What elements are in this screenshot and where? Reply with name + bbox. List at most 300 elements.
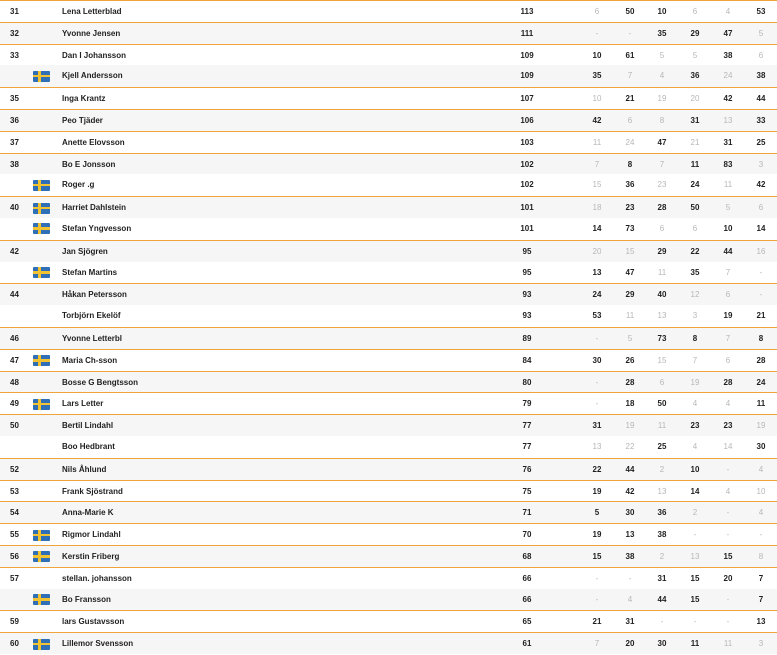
round-score: 15 <box>592 551 602 561</box>
rank-cell: 42 <box>10 246 19 256</box>
round-score: - <box>660 617 664 627</box>
round-score: 29 <box>625 290 635 300</box>
round-score: - <box>726 594 730 604</box>
round-score: 10 <box>592 50 602 60</box>
total-score: 101 <box>520 203 534 213</box>
round-score: 24 <box>592 290 602 300</box>
round-score: 21 <box>592 617 602 627</box>
rank-cell <box>10 262 30 284</box>
round-score: 13 <box>756 617 766 627</box>
round-score: 13 <box>592 267 602 277</box>
round-score: 7 <box>594 639 600 649</box>
round-score: 50 <box>625 7 635 16</box>
round-score: 31 <box>723 137 733 147</box>
total-score: 65 <box>522 617 532 627</box>
player-name[interactable]: Bo E Jonsson <box>62 159 116 169</box>
round-score: 6 <box>659 377 665 387</box>
round-score: 26 <box>625 355 635 365</box>
player-name[interactable]: Harriet Dahlstein <box>62 203 127 213</box>
player-name[interactable]: Nils Åhlund <box>62 464 107 474</box>
table-row[interactable] <box>0 218 777 240</box>
round-score: 18 <box>592 203 602 213</box>
sweden-flag-icon <box>33 399 50 410</box>
round-score: 15 <box>723 551 733 561</box>
round-score: 5 <box>725 203 731 213</box>
sweden-flag-icon <box>33 267 50 278</box>
rank-cell <box>10 436 30 458</box>
table-row[interactable] <box>0 87 777 109</box>
total-score: 71 <box>522 508 532 518</box>
table-row[interactable] <box>0 153 777 175</box>
rank-cell: 40 <box>10 203 19 213</box>
round-score: 25 <box>657 441 667 451</box>
round-score: 47 <box>625 267 635 277</box>
round-score: 7 <box>725 333 731 343</box>
table-row[interactable] <box>0 436 777 458</box>
round-score: 4 <box>758 464 764 474</box>
table-row[interactable] <box>0 523 777 545</box>
round-score: 28 <box>657 203 667 213</box>
rank-cell: 31 <box>10 7 19 16</box>
round-score: - <box>726 530 730 540</box>
total-score: 61 <box>522 639 532 649</box>
round-score: 10 <box>756 486 766 496</box>
table-row[interactable] <box>0 545 777 567</box>
table-row[interactable] <box>0 0 777 22</box>
player-name[interactable]: Dan I Johansson <box>62 50 127 60</box>
sweden-flag-icon <box>33 71 50 82</box>
round-score: - <box>726 508 730 518</box>
round-score: 24 <box>723 71 733 81</box>
round-score: 11 <box>690 159 700 169</box>
rank-cell: 60 <box>10 639 19 649</box>
rank-cell: 37 <box>10 137 19 147</box>
round-score: 35 <box>690 267 700 277</box>
round-score: 7 <box>594 159 600 169</box>
rank-cell: 33 <box>10 50 19 60</box>
round-score: 11 <box>723 639 733 649</box>
round-score: 47 <box>657 137 667 147</box>
round-score: 33 <box>756 115 766 125</box>
table-row[interactable] <box>0 44 777 66</box>
table-row[interactable] <box>0 109 777 131</box>
round-score: 3 <box>692 311 698 321</box>
round-score: 11 <box>756 399 766 409</box>
round-score: 23 <box>690 421 700 431</box>
table-row[interactable] <box>0 349 777 371</box>
round-score: 50 <box>657 399 667 409</box>
round-score: 10 <box>592 94 602 104</box>
round-score: 36 <box>690 71 700 81</box>
total-score: 95 <box>522 267 532 277</box>
rank-cell: 52 <box>10 464 19 474</box>
round-score: 15 <box>625 246 635 256</box>
rank-cell: 32 <box>10 28 19 38</box>
round-score: 14 <box>690 486 700 496</box>
round-score: 73 <box>625 223 635 233</box>
round-score: 24 <box>625 137 635 147</box>
rank-cell: 38 <box>10 159 19 169</box>
round-score: 6 <box>758 50 764 60</box>
round-score: 4 <box>758 508 764 518</box>
round-score: 25 <box>756 137 766 147</box>
rank-cell <box>10 589 30 611</box>
round-score: - <box>595 594 599 604</box>
round-score: 44 <box>756 94 766 104</box>
round-score: 16 <box>756 246 766 256</box>
rank-cell: 55 <box>10 530 19 540</box>
round-score: 6 <box>725 290 731 300</box>
round-score: 18 <box>625 399 635 409</box>
round-score: 6 <box>627 115 633 125</box>
round-score: 24 <box>690 180 700 190</box>
total-score: 107 <box>520 94 534 104</box>
round-score: 8 <box>758 551 764 561</box>
round-score: 5 <box>659 50 665 60</box>
table-row[interactable] <box>0 589 777 611</box>
total-score: 70 <box>522 530 532 540</box>
total-score: 80 <box>522 377 532 387</box>
round-score: 11 <box>657 421 667 431</box>
round-score: 14 <box>592 223 602 233</box>
round-score: 2 <box>692 508 698 518</box>
round-score: - <box>726 464 730 474</box>
round-score: 20 <box>690 94 700 104</box>
sweden-flag-icon <box>33 639 50 650</box>
table-row[interactable] <box>0 131 777 153</box>
round-score: 4 <box>725 486 731 496</box>
total-score: 79 <box>522 399 532 409</box>
round-score: 15 <box>690 573 700 583</box>
table-row[interactable] <box>0 371 777 393</box>
round-score: 8 <box>659 115 665 125</box>
round-score: 36 <box>657 508 667 518</box>
rank-cell: 35 <box>10 94 19 104</box>
round-score: 11 <box>723 180 733 190</box>
round-score: 2 <box>659 551 665 561</box>
player-name[interactable]: lars Gustavsson <box>62 617 125 627</box>
table-row[interactable] <box>0 480 777 502</box>
round-score: 19 <box>592 486 602 496</box>
round-score: 5 <box>692 50 698 60</box>
player-name[interactable]: Bertil Lindahl <box>62 421 114 431</box>
round-score: 23 <box>625 203 635 213</box>
sweden-flag-icon <box>33 180 50 191</box>
round-score: 31 <box>690 115 700 125</box>
player-name[interactable]: stellan. johansson <box>62 573 132 583</box>
round-score: 30 <box>592 355 602 365</box>
player-name[interactable]: Peo Tjäder <box>62 115 103 125</box>
round-score: 53 <box>592 311 602 321</box>
round-score: 28 <box>625 377 635 387</box>
round-score: 36 <box>625 180 635 190</box>
player-name[interactable]: Lillemor Svensson <box>62 639 134 649</box>
player-name[interactable]: Jan Sjögren <box>62 246 108 256</box>
round-score: 35 <box>657 28 667 38</box>
player-name[interactable]: Torbjörn Ekelöf <box>62 311 121 321</box>
table-row[interactable] <box>0 283 777 305</box>
round-score: 29 <box>657 246 667 256</box>
round-score: 3 <box>758 159 764 169</box>
sweden-flag-icon <box>33 594 50 605</box>
player-name[interactable]: Lars Letter <box>62 399 104 409</box>
round-score: 23 <box>657 180 667 190</box>
total-score: 102 <box>520 159 534 169</box>
round-score: 50 <box>690 203 700 213</box>
total-score: 84 <box>522 355 532 365</box>
round-score: - <box>693 530 697 540</box>
player-name[interactable]: Kjell Andersson <box>62 71 123 81</box>
total-score: 103 <box>520 137 534 147</box>
round-score: - <box>595 333 599 343</box>
total-score: 109 <box>520 71 534 81</box>
round-score: 73 <box>657 333 667 343</box>
player-name[interactable]: Rigmor Lindahl <box>62 530 121 540</box>
round-score: 13 <box>690 551 700 561</box>
rank-cell: 53 <box>10 486 19 496</box>
sweden-flag-icon <box>33 530 50 541</box>
round-score: 61 <box>625 50 635 60</box>
player-name[interactable]: Roger .g <box>62 180 95 190</box>
round-score: 38 <box>756 71 766 81</box>
rank-cell <box>10 65 30 87</box>
rank-cell: 56 <box>10 551 19 561</box>
round-score: 53 <box>756 7 766 16</box>
round-score: 4 <box>692 441 698 451</box>
table-row[interactable] <box>0 327 777 349</box>
round-score: 4 <box>725 7 731 16</box>
sweden-flag-icon <box>33 223 50 234</box>
rank-cell: 36 <box>10 115 19 125</box>
round-score: - <box>628 573 632 583</box>
round-score: 42 <box>592 115 602 125</box>
rank-cell <box>10 305 30 327</box>
player-name[interactable]: Maria Ch-sson <box>62 355 118 365</box>
rank-cell: 49 <box>10 399 19 409</box>
round-score: 11 <box>657 267 667 277</box>
total-score: 66 <box>522 573 532 583</box>
round-score: - <box>595 28 599 38</box>
table-row[interactable] <box>0 65 777 87</box>
total-score: 89 <box>522 333 532 343</box>
round-score: 15 <box>592 180 602 190</box>
round-score: - <box>595 573 599 583</box>
round-score: 21 <box>690 137 700 147</box>
table-row[interactable] <box>0 501 777 523</box>
total-score: 93 <box>522 311 532 321</box>
round-score: 7 <box>758 594 764 604</box>
round-score: 14 <box>756 223 766 233</box>
round-score: 11 <box>690 639 700 649</box>
round-score: 6 <box>692 7 698 16</box>
round-score: 6 <box>594 7 600 16</box>
total-score: 111 <box>520 28 534 38</box>
round-score: 30 <box>657 639 667 649</box>
player-name[interactable]: Anette Elovsson <box>62 137 125 147</box>
table-row[interactable] <box>0 305 777 327</box>
round-score: 83 <box>723 159 733 169</box>
round-score: 44 <box>625 464 635 474</box>
player-name[interactable]: Håkan Petersson <box>62 290 127 300</box>
round-score: 19 <box>592 530 602 540</box>
round-score: 14 <box>723 441 733 451</box>
rank-cell: 44 <box>10 290 19 300</box>
player-name[interactable]: Boo Hedbrant <box>62 441 115 451</box>
round-score: 5 <box>758 28 764 38</box>
round-score: - <box>595 399 599 409</box>
round-score: 11 <box>592 137 602 147</box>
round-score: 8 <box>627 159 633 169</box>
player-name[interactable]: Inga Krantz <box>62 94 106 104</box>
table-row[interactable] <box>0 262 777 284</box>
round-score: 13 <box>657 311 667 321</box>
table-row[interactable] <box>0 22 777 44</box>
round-score: 19 <box>625 421 635 431</box>
round-score: 13 <box>592 441 602 451</box>
round-score: 13 <box>723 115 733 125</box>
total-score: 109 <box>520 50 534 60</box>
round-score: 38 <box>657 530 667 540</box>
round-score: 42 <box>723 94 733 104</box>
total-score: 106 <box>520 115 534 125</box>
table-row[interactable] <box>0 458 777 480</box>
round-score: 7 <box>692 355 698 365</box>
round-score: 38 <box>625 551 635 561</box>
round-score: 10 <box>723 223 733 233</box>
sweden-flag-icon <box>33 551 50 562</box>
player-name[interactable]: Yvonne Jensen <box>62 28 121 38</box>
table-row[interactable] <box>0 567 777 589</box>
round-score: 42 <box>625 486 635 496</box>
round-score: 44 <box>723 246 733 256</box>
rank-cell <box>10 174 30 196</box>
round-score: 2 <box>659 464 665 474</box>
round-score: 20 <box>592 246 602 256</box>
total-score: 68 <box>522 551 532 561</box>
round-score: 19 <box>756 421 766 431</box>
player-name[interactable]: Kerstin Friberg <box>62 551 120 561</box>
table-row[interactable] <box>0 414 777 436</box>
player-name[interactable]: Stefan Martins <box>62 267 118 277</box>
round-score: 19 <box>723 311 733 321</box>
round-score: 15 <box>690 594 700 604</box>
round-score: 31 <box>592 421 602 431</box>
round-score: 22 <box>625 441 635 451</box>
total-score: 66 <box>522 594 532 604</box>
round-score: 31 <box>657 573 667 583</box>
rank-cell: 54 <box>10 508 19 518</box>
total-score: 95 <box>522 246 532 256</box>
round-score: - <box>628 28 632 38</box>
round-score: 21 <box>625 94 635 104</box>
round-score: 35 <box>592 71 602 81</box>
round-score: 31 <box>625 617 635 627</box>
player-name[interactable]: Bo Fransson <box>62 594 111 604</box>
round-score: 44 <box>657 594 667 604</box>
round-score: 23 <box>723 421 733 431</box>
round-score: 7 <box>659 159 665 169</box>
round-score: 10 <box>657 7 667 16</box>
round-score: 6 <box>758 203 764 213</box>
round-score: 4 <box>659 71 665 81</box>
round-score: - <box>726 617 730 627</box>
round-score: - <box>595 377 599 387</box>
round-score: 30 <box>625 508 635 518</box>
round-score: 22 <box>690 246 700 256</box>
round-score: - <box>759 290 763 300</box>
rank-cell <box>10 218 30 240</box>
total-score: 77 <box>522 421 532 431</box>
round-score: 24 <box>756 377 766 387</box>
table-row[interactable] <box>0 632 777 654</box>
round-score: - <box>693 617 697 627</box>
round-score: 13 <box>625 530 635 540</box>
round-score: 4 <box>692 399 698 409</box>
round-score: 6 <box>659 223 665 233</box>
total-score: 101 <box>520 223 534 233</box>
player-name[interactable]: Frank Sjöstrand <box>62 486 123 496</box>
round-score: 6 <box>725 355 731 365</box>
round-score: 11 <box>625 311 635 321</box>
rank-cell: 50 <box>10 421 19 431</box>
round-score: 22 <box>592 464 602 474</box>
round-score: 4 <box>725 399 731 409</box>
table-row[interactable] <box>0 174 777 196</box>
total-score: 76 <box>522 464 532 474</box>
round-score: 13 <box>657 486 667 496</box>
round-score: 20 <box>625 639 635 649</box>
round-score: 20 <box>723 573 733 583</box>
player-name[interactable]: Yvonne Letterbl <box>62 333 123 343</box>
round-score: 29 <box>690 28 700 38</box>
sweden-flag-icon <box>33 355 50 366</box>
round-score: 8 <box>692 333 698 343</box>
player-name[interactable]: Stefan Yngvesson <box>62 223 132 233</box>
rank-cell: 48 <box>10 377 19 387</box>
rank-cell: 59 <box>10 617 19 627</box>
player-name[interactable]: Bosse G Bengtsson <box>62 377 139 387</box>
round-score: 28 <box>756 355 766 365</box>
total-score: 102 <box>520 180 534 190</box>
round-score: 21 <box>756 311 766 321</box>
round-score: 3 <box>758 639 764 649</box>
round-score: 19 <box>690 377 700 387</box>
player-name[interactable]: Anna-Marie K <box>62 508 114 518</box>
round-score: - <box>759 267 763 277</box>
rank-cell: 57 <box>10 573 19 583</box>
round-score: 6 <box>692 223 698 233</box>
total-score: 75 <box>522 486 532 496</box>
player-name[interactable]: Lena Letterblad <box>62 7 122 16</box>
table-row[interactable] <box>0 240 777 262</box>
round-score: 28 <box>723 377 733 387</box>
round-score: 12 <box>690 290 700 300</box>
round-score: 8 <box>758 333 764 343</box>
round-score: 15 <box>657 355 667 365</box>
total-score: 77 <box>522 441 532 451</box>
round-score: 5 <box>627 333 633 343</box>
table-row[interactable] <box>0 610 777 632</box>
sweden-flag-icon <box>33 203 50 214</box>
round-score: 19 <box>657 94 667 104</box>
round-score: 30 <box>756 441 766 451</box>
table-row[interactable] <box>0 392 777 414</box>
total-score: 93 <box>522 290 532 300</box>
round-score: 38 <box>723 50 733 60</box>
table-row[interactable] <box>0 196 777 218</box>
round-score: 4 <box>627 594 633 604</box>
total-score: 113 <box>520 7 534 16</box>
